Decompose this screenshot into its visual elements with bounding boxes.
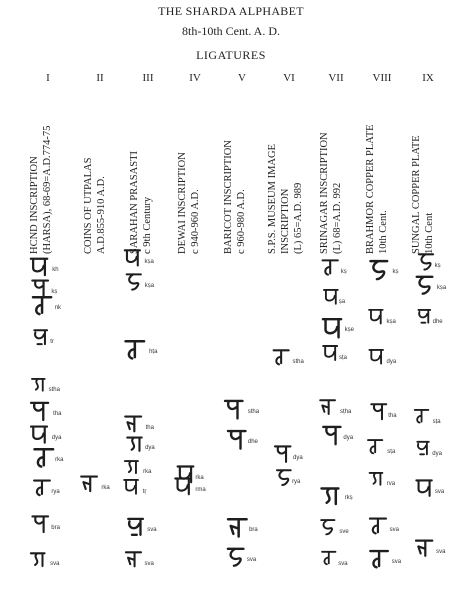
ligature-label: dya <box>343 435 354 441</box>
ligature-glyph <box>323 260 338 274</box>
ligature-glyph <box>321 520 334 534</box>
ligature-glyph <box>125 250 140 265</box>
ligature-glyph <box>225 401 242 418</box>
ligature-label: kṣe <box>344 327 355 333</box>
ligature-glyph <box>126 341 144 358</box>
ligature-glyph <box>125 417 141 432</box>
ligature-glyph <box>368 440 382 453</box>
column-heading-9: SUNGAL COPPER PLATE 10th Cent <box>411 135 435 254</box>
ligature-label: tr <box>50 339 54 345</box>
column-number-3: III <box>142 72 154 84</box>
ligature-glyph <box>417 442 429 455</box>
ligature-label: sva <box>246 557 257 563</box>
ligature-label: sva <box>50 561 60 567</box>
ligature-label: bra <box>249 527 258 533</box>
ligature-label: sva <box>147 527 157 533</box>
column-heading-2: COINS OF UTPALAS A.D.855-910 A.D. <box>83 157 107 254</box>
column-heading-4: DEWAI INSCRIPTION c 940-960 A.D. <box>177 152 201 254</box>
ligature-glyph <box>418 310 430 323</box>
ligature-label: rka <box>195 475 204 481</box>
ligature-glyph <box>33 297 51 314</box>
column-heading-8: BRAHMOR COPPER PLATE 10th Cent. <box>365 124 389 254</box>
ligature-glyph <box>370 551 388 567</box>
column-number-9: IX <box>422 72 434 84</box>
ligature-label: sva <box>436 549 446 555</box>
ligature-glyph <box>324 290 338 304</box>
ligature-label: kṣ <box>434 263 441 269</box>
column-number-1: I <box>46 72 50 84</box>
column-heading-3: SARAHAN PRASASTI c 9th Century <box>129 151 153 254</box>
ligature-glyph <box>31 427 47 443</box>
ligature-label: hṭa <box>149 349 158 355</box>
column-heading-5: BARICOT INSCRIPTION c 960-980 A.D. <box>223 140 247 254</box>
ligature-label: dya <box>145 445 155 451</box>
ligature-label: rkṣ <box>344 495 353 501</box>
ligature-glyph <box>32 516 48 532</box>
ligature-glyph <box>320 400 335 414</box>
ligature-glyph <box>126 552 141 566</box>
ligature-glyph <box>371 404 386 419</box>
ligature-label: rka <box>101 485 110 491</box>
ligature-label: sva <box>391 559 402 565</box>
ligature-glyph <box>277 470 291 485</box>
ligature-label: rka <box>55 457 64 463</box>
column-number-7: VII <box>328 72 344 84</box>
document-title: THE SHARDA ALPHABET <box>158 4 304 18</box>
ligature-glyph <box>34 481 50 496</box>
ligature-glyph <box>81 477 97 492</box>
ligature-glyph <box>125 461 138 473</box>
ligature-glyph <box>370 519 386 534</box>
ligature-label: stha <box>292 359 304 365</box>
section-heading: LIGATURES <box>196 48 266 62</box>
ligature-glyph <box>127 438 141 451</box>
ligature-label: kṣa <box>386 319 396 325</box>
ligature-glyph <box>323 346 337 360</box>
ligature-label: ṣa <box>338 299 346 305</box>
document-subtitle: 8th-10th Cent. A. D. <box>182 24 280 38</box>
ligature-label: sva <box>389 527 400 533</box>
ligature-glyph <box>369 350 383 364</box>
ligature-label: kh <box>52 267 59 273</box>
ligature-glyph <box>415 410 429 423</box>
ligature-glyph <box>416 480 431 495</box>
ligature-label: kṣa <box>436 285 447 291</box>
ligature-label: rva <box>386 481 396 487</box>
ligature-glyph <box>35 449 54 466</box>
ligature-label: dya <box>51 435 62 441</box>
ligature-label: dya <box>293 455 303 461</box>
ligature-label: sva <box>434 489 445 495</box>
column-heading-6: S.P.S. MUSEUM IMAGE INSCRIPTION (L) 65=A.D. 989 <box>267 144 304 254</box>
ligature-label: nk <box>54 305 62 311</box>
ligature-label: rya <box>51 489 60 495</box>
column-heading-7: SRINAGAR INSCRIPTION (L) 68=A.D. 992 <box>319 132 343 254</box>
ligature-label: stha <box>48 387 60 393</box>
ligature-label: dya <box>432 451 442 457</box>
ligature-label: sṭha <box>340 409 352 415</box>
column-number-8: VIII <box>372 72 392 84</box>
ligature-label: tha <box>53 411 62 417</box>
ligature-label: rya <box>292 479 301 485</box>
ligature-glyph <box>32 281 48 297</box>
column-number-6: VI <box>283 72 295 84</box>
ligature-label: bra <box>51 525 60 531</box>
ligature-glyph <box>323 427 340 444</box>
ligature-label: sṭa <box>387 449 396 455</box>
ligature-label: rma <box>195 487 206 493</box>
ligature-glyph <box>178 467 194 483</box>
ligature-glyph <box>127 274 141 289</box>
ligature-label: kṣ <box>392 269 399 275</box>
ligature-label: tha <box>388 413 397 419</box>
ligature-glyph <box>369 310 383 324</box>
ligature-glyph <box>228 549 244 566</box>
ligature-label: dya <box>386 359 397 365</box>
ligature-label: stha <box>247 409 260 415</box>
column-heading-1: HCND INSCRIPTION (HARSA), 68-69=A.D.774-75 <box>29 125 53 254</box>
column-number-5: V <box>238 72 246 84</box>
column-number-2: II <box>96 72 104 84</box>
ligature-glyph <box>370 473 383 485</box>
ligature-label: rka <box>143 469 152 475</box>
ligature-glyph <box>228 431 246 449</box>
ligature-glyph <box>128 519 143 535</box>
ligature-glyph <box>416 541 432 556</box>
ligature-label: sva <box>144 561 154 567</box>
ligature-label: sṭa <box>432 419 441 425</box>
ligature-label: kṣa <box>144 259 154 265</box>
ligature-label: kṣ <box>51 289 58 295</box>
ligature-label: sva <box>338 561 348 567</box>
ligature-label: tṛ <box>142 489 147 495</box>
ligature-label: dhe <box>247 439 258 445</box>
ligature-label: kṣa <box>144 283 155 289</box>
ligature-glyph <box>370 261 387 279</box>
ligature-glyph <box>322 552 335 564</box>
ligature-glyph <box>228 519 246 536</box>
ligature-glyph <box>175 479 191 495</box>
ligature-glyph <box>31 403 48 420</box>
ligature-glyph <box>417 277 433 294</box>
ligature-label: sve <box>339 529 349 535</box>
ligature-glyph <box>275 446 291 462</box>
ligature-glyph <box>419 254 433 269</box>
ligature-glyph <box>34 330 47 344</box>
ligature-glyph <box>124 480 138 494</box>
ligature-glyph <box>323 319 341 337</box>
ligature-glyph <box>274 350 289 364</box>
ligature-label: sṭa <box>339 355 348 361</box>
column-number-4: IV <box>189 72 201 84</box>
ligature-label: kṣ <box>340 269 347 275</box>
ligature-glyph <box>31 553 45 566</box>
ligature-glyph <box>322 488 339 504</box>
ligature-glyph <box>32 379 45 391</box>
ligature-glyph <box>31 259 47 275</box>
ligature-label: tha <box>145 425 154 431</box>
ligature-label: dhe <box>432 319 443 325</box>
